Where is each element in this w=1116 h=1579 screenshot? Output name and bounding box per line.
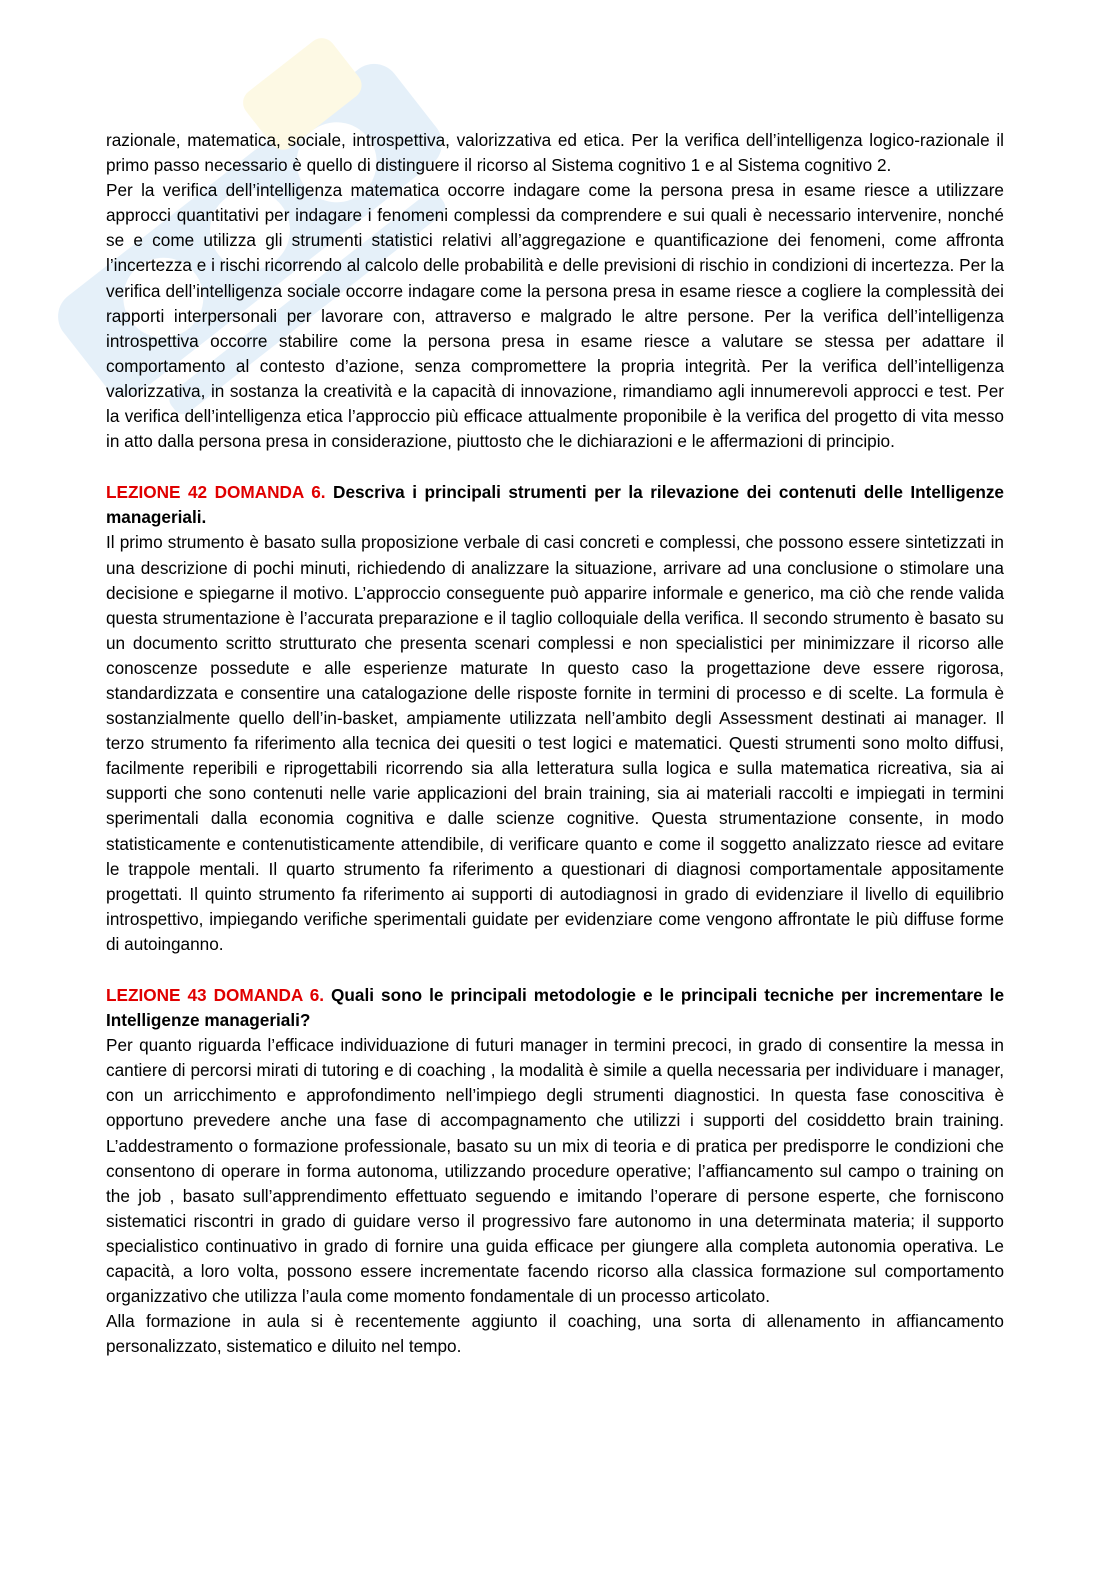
section-43-question: Quali sono le principali metodologie e le principali tecniche per incrementare le Intelligenze manageriali? xyxy=(106,985,1005,1031)
document-page xyxy=(106,128,1004,1359)
intro-paragraph-2: Per la verifica dell’intelligenza matematica occorre indagare come la persona presa in esame riesce a utilizzare approcci quantitativi per indagare i fenomeni complessi da comprendere e sui quali è necessario intervenire, nonché se e come utilizza gli strumenti statistici relativi all’aggregazione e quantificazione dei fenomeni, come affronta l’incertezza e i rischi ricorrendo al calcolo delle probabilità e delle previsioni di rischio in condizioni di incertezza. Per la verifica dell’intelligenza sociale occorre indagare come la persona presa in esame riesce a cogliere la complessità dei rapporti interpersonali per lavorare con, attraverso e malgrado le altre persone. Per la verifica dell’intelligenza introspettiva occorre stabilire come la persona presa in esame riesce a valutare se stessa per adattare il comportamento al contesto d’azione, senza compromettere la propria integrità. Per la verifica dell’intelligenza valorizzativa, in sostanza la creatività e la capacità di innovazione, rimandiamo agli innumerevoli approcci e test. Per la verifica dell’intelligenza etica l’approccio più efficace attualmente proponibile è la verifica del progetto di vita messo in atto dalla persona presa in considerazione, piuttosto che le dichiarazioni e le affermazioni di principio. xyxy=(106,180,1005,452)
section-43-label: LEZIONE 43 DOMANDA 6. xyxy=(106,985,325,1005)
section-42-body: Il primo strumento è basato sulla proposizione verbale di casi concreti e complessi, che possono essere sintetizzati in una descrizione di pochi minuti, richiedendo di analizzare la situazione, arrivare ad una conclusione o stimolare una decisione e spiegarne il motivo. L’approccio conseguente può apparire informale e generico, ma ciò che rende valida questa strumentazione è l’accurata preparazione e il taglio colloquiale della verifica. Il secondo strumento è basato su un documento scritto strutturato che presenta scenari complessi e non specialistici per minimizzare il ricorso alle conoscenze possedute e alle esperienze maturate In questo caso la progettazione deve essere rigorosa, standardizzata e consentire una catalogazione delle risposte fornite in termini di processo e di scelte. La formula è sostanzialmente quello dell’in-basket, ampiamente utilizzata nell’ambito degli Assessment destinati ai manager. Il terzo strumento fa riferimento alla tecnica dei quesiti o test logici e matematici. Questi strumenti sono molto diffusi, facilmente reperibili e riprogettabili ricorrendo sia alla letteratura sulla logica e sulla matematica ricreativa, sia ai supporti che sono contenuti nelle varie applicazioni del brain training, sia ai materiali raccolti e impiegati in termini sperimentali dalla economia cognitiva e dalle scienze cognitive. Questa strumentazione consente, in modo statisticamente e contenutisticamente attendibile, di verificare quanto e come il soggetto analizzato riesce ad evitare le trappole mentali. Il quarto strumento fa riferimento a questionari di diagnosi comportamentale appositamente progettati. Il quinto strumento fa riferimento ai supporti di autodiagnosi in grado di evidenziare il livello di equilibrio introspettivo, impiegando verifiche sperimentali guidate per evidenziare come vengono affrontate le più diffuse forme di autoinganno. xyxy=(106,532,1004,954)
section-43-body-2: Alla formazione in aula si è recentemente aggiunto il coaching, una sorta di allenamento in affiancamento personalizzato, sistematico e diluito nel tempo. xyxy=(106,1311,1004,1357)
section-43-body-1: Per quanto riguarda l’efficace individuazione di futuri manager in termini precoci, in grado di consentire la messa in cantiere di percorsi mirati di tutoring e di coaching , la modalità è simile a quella necessaria per individuare i manager, con un arricchimento e approfondimento nell’impiego degli strumenti diagnostici. In questa fase conoscitiva è opportuno prevedere anche una fase di accompagnamento che utilizzi i supporti del cosiddetto brain training. L’addestramento o formazione professionale, basato su un mix di teoria e di pratica per predisporre le condizioni che consentono di operare in forma autonoma, utilizzando procedure operative; l’affiancamento sul campo o training on the job , basato sull’apprendimento effettuato seguendo e imitando l’operare di persone esperte, che forniscono sistematici riscontri in grado di guidare verso il progressivo fare autonomo in una determinata materia; il supporto specialistico continuativo in grado di fornire una guida efficace per giungere alla completa autonomia operativa. Le capacità, a loro volta, possono essere incrementate facendo ricorso alla classica formazione sul comportamento organizzativo che utilizza l’aula come momento fondamentale di un processo articolato. xyxy=(106,1035,1004,1307)
intro-paragraph-1: razionale, matematica, sociale, introspettiva, valorizzativa ed etica. Per la verifica dell’intelligenza logico-razionale il primo passo necessario è quello di distinguere il ricorso al Sistema cognitivo 1 e al Sistema cognitivo 2. xyxy=(106,130,1004,176)
section-42-heading xyxy=(106,480,1004,530)
section-42-label: LEZIONE 42 DOMANDA 6. xyxy=(106,482,326,503)
section-42-question: Descriva i principali strumenti per la rilevazione dei contenuti delle Intelligenze manageriali. xyxy=(106,482,1004,528)
section-43-heading xyxy=(106,983,1004,1033)
